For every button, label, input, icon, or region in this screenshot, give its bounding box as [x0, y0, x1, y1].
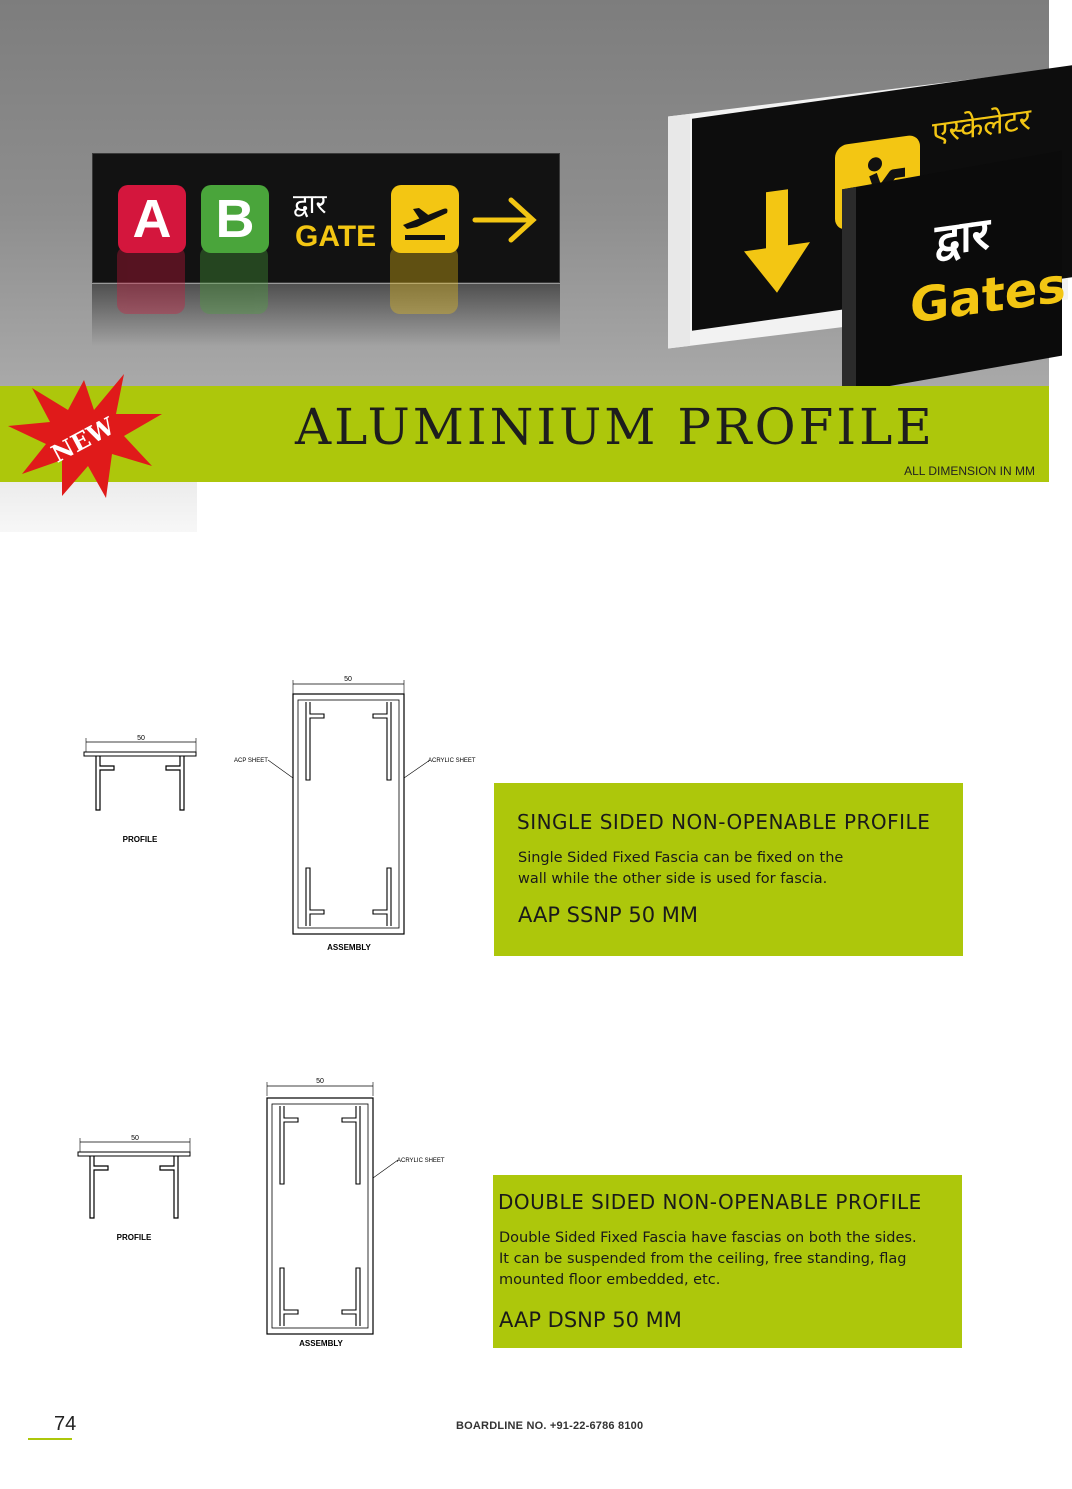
profile-dimension: 50	[131, 1135, 139, 1142]
single-sided-product-code: AAP SSNP 50 MM	[518, 903, 698, 927]
description-line: Single Sided Fixed Fascia can be fixed on the	[518, 850, 844, 866]
dimension-note: ALL DIMENSION IN MM	[904, 464, 1035, 478]
single-sided-info-box	[494, 783, 963, 956]
page-number: 74	[54, 1413, 77, 1435]
double-sided-info-box	[493, 1175, 962, 1348]
gates-english-label: Gates	[910, 257, 1066, 335]
acrylic-sheet-note: ACRYLIC SHEET	[428, 758, 476, 764]
departure-plane-icon	[391, 185, 459, 253]
double-sided-heading: DOUBLE SIDED NON-OPENABLE PROFILE	[498, 1190, 922, 1214]
arrow-right-icon	[471, 192, 541, 252]
sign-reflection	[92, 284, 560, 346]
page-number-underline	[28, 1438, 72, 1440]
arrow-down-icon	[732, 178, 822, 311]
assembly-label: ASSEMBLY	[299, 1339, 343, 1348]
profile-drawing-double	[74, 1130, 204, 1250]
description-line: It can be suspended from the ceiling, free standing, flag	[499, 1251, 907, 1267]
new-badge-label: NEW	[46, 411, 120, 469]
assembly-dimension: 50	[344, 676, 352, 683]
description-line: wall while the other side is used for fascia.	[518, 871, 828, 887]
english-gate-label: GATE	[295, 220, 377, 253]
gates-hindi-label: द्वार	[935, 208, 990, 267]
profile-label: PROFILE	[116, 1233, 152, 1242]
page-title: ALUMINIUM PROFILE	[295, 398, 935, 456]
gate-b-tile: B	[201, 185, 269, 253]
assembly-label: ASSEMBLY	[327, 943, 371, 952]
description-line: mounted floor embedded, etc.	[499, 1272, 721, 1288]
profile-drawing-single	[80, 730, 210, 850]
gate-a-tile: A	[118, 185, 186, 253]
acrylic-sheet-note: ACRYLIC SHEET	[397, 1158, 445, 1164]
single-sided-heading: SINGLE SIDED NON-OPENABLE PROFILE	[517, 810, 931, 834]
description-line: Double Sided Fixed Fascia have fascias on both the sides.	[499, 1230, 917, 1246]
acp-sheet-note: ACP SHEET	[234, 758, 268, 764]
hindi-gate-label: द्वार	[293, 189, 327, 220]
single-sided-description	[518, 848, 948, 890]
assembly-drawing-single	[228, 672, 488, 962]
double-sided-description	[499, 1228, 959, 1291]
double-sided-product-code: AAP DSNP 50 MM	[499, 1308, 682, 1332]
assembly-dimension: 50	[316, 1078, 324, 1085]
assembly-drawing-double	[200, 1074, 460, 1364]
new-badge	[2, 370, 167, 505]
escalator-hindi-label: एस्केलेटर	[932, 102, 1032, 151]
hero-banner	[0, 0, 1066, 386]
profile-label: PROFILE	[122, 835, 158, 844]
profile-dimension: 50	[137, 735, 145, 742]
boardline-number: BOARDLINE NO. +91-22-6786 8100	[456, 1420, 644, 1432]
